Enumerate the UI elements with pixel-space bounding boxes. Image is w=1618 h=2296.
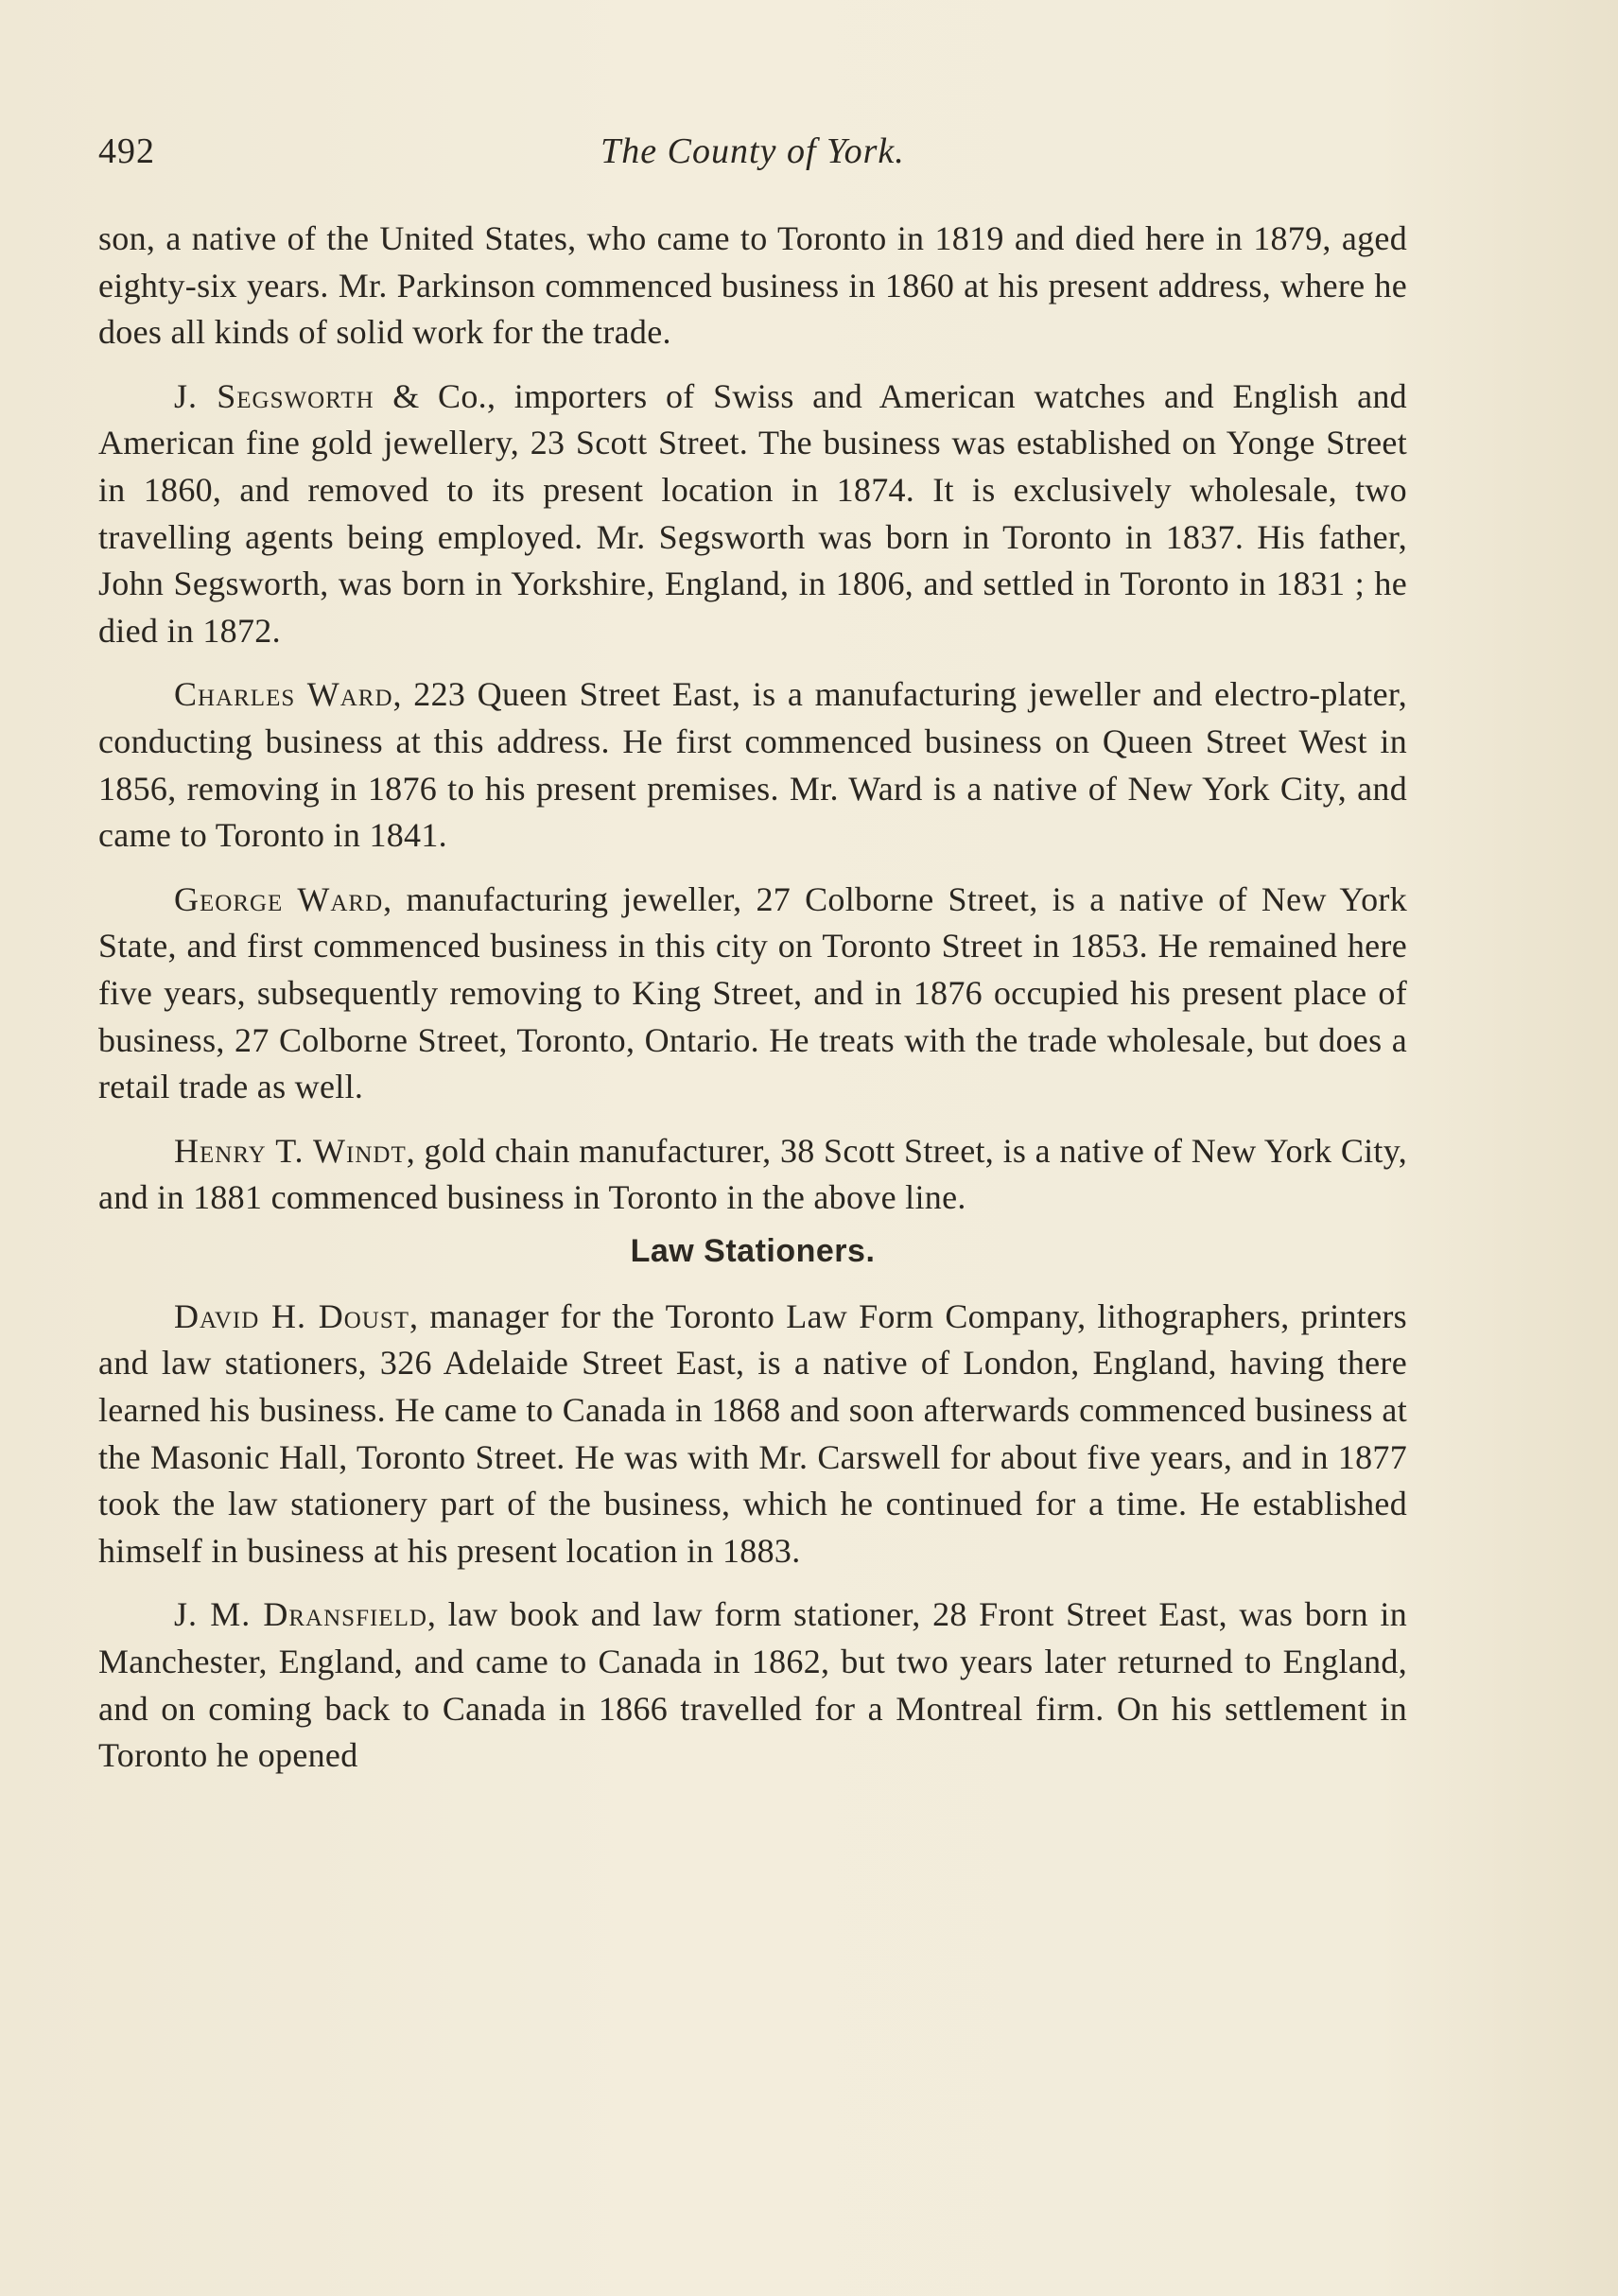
entry-name: Charles Ward bbox=[174, 675, 393, 714]
paragraph-parkinson-continued bbox=[98, 216, 1407, 357]
entry-name: J. M. Dransfield bbox=[174, 1595, 427, 1634]
entry-name: David H. Doust bbox=[174, 1296, 410, 1335]
paragraph-text: , gold chain manufacturer, 38 Scott Street, is a native of New York City, and in 1881 commenced business in Toronto in the above line. bbox=[98, 1131, 1407, 1217]
paragraph-george-ward bbox=[98, 877, 1407, 1111]
paragraph-text: son, a native of the United States, who came to Toronto in 1819 and died here in 1879, aged eighty-six years. Mr. Parkinson commenced business in 1860 at his present address, where he does all kinds of solid work for the trade. bbox=[98, 219, 1407, 352]
paragraph-segsworth bbox=[98, 374, 1407, 655]
paragraph-text: , 223 Queen Street East, is a manufacturing jeweller and electro-plater, conducting business at this address. He first commenced business on Queen Street West in 1856, removing in 1876 to his present premises. Mr. Ward is a native of New York City, and came to Toronto in 1841. bbox=[98, 675, 1407, 855]
section-heading: Law Stationers. bbox=[630, 1232, 876, 1269]
page-number: 492 bbox=[98, 131, 155, 171]
running-title: The County of York. bbox=[600, 131, 905, 171]
paragraph-dransfield bbox=[98, 1592, 1407, 1779]
paragraph-david-doust bbox=[98, 1294, 1407, 1575]
entry-name: Henry T. Windt bbox=[174, 1131, 407, 1170]
entry-name: J. Segsworth bbox=[174, 376, 374, 415]
paragraph-henry-windt bbox=[98, 1128, 1407, 1222]
paragraph-text: & Co., importers of Swiss and American watches and English and American fine gold jewellery, 23 Scott Street. The business was established on Yonge Street in 1860, and removed to its present location in 1874. It is exclusively wholesale, two travelling agents being employed. Mr. Segsworth was born in Toronto in 1837. His father, John Segsworth, was born in Yorkshire, England, in 1806, and settled in Toronto in 1831 ; he died in 1872. bbox=[98, 376, 1407, 650]
paragraph-text: , law book and law form stationer, 28 Front Street East, was born in Manchester, England, and came to Canada in 1862, but two years later returned to England, and on coming back to Canada in 1866 travelled for a Montreal firm. On his settlement in Toronto he opened bbox=[98, 1595, 1407, 1775]
body-text bbox=[98, 216, 1407, 1797]
paragraph-charles-ward bbox=[98, 671, 1407, 859]
paragraph-text: , manufacturing jeweller, 27 Colborne Street, is a native of New York State, and first commenced business in this city on Toronto Street in 1853. He remained here five years, subsequently removing to King Street, and in 1876 occupied his present place of business, 27 Colborne Street, Toronto, Ontario. He treats with the trade wholesale, but does a retail trade as well. bbox=[98, 879, 1408, 1106]
paragraph-text: , manager for the Toronto Law Form Company, lithographers, printers and law stationers, 326 Adelaide Street East, is a native of London, England, having there learned his business. He came to Canada in 1868 and soon afterwards commenced business at the Masonic Hall, Toronto Street. He was with Mr. Carswell for about five years, and in 1877 took the law stationery part of the business, which he continued for a time. He established himself in business at his present location in 1883. bbox=[98, 1296, 1407, 1570]
page-header bbox=[98, 130, 1407, 187]
entry-name: George Ward bbox=[174, 879, 384, 918]
